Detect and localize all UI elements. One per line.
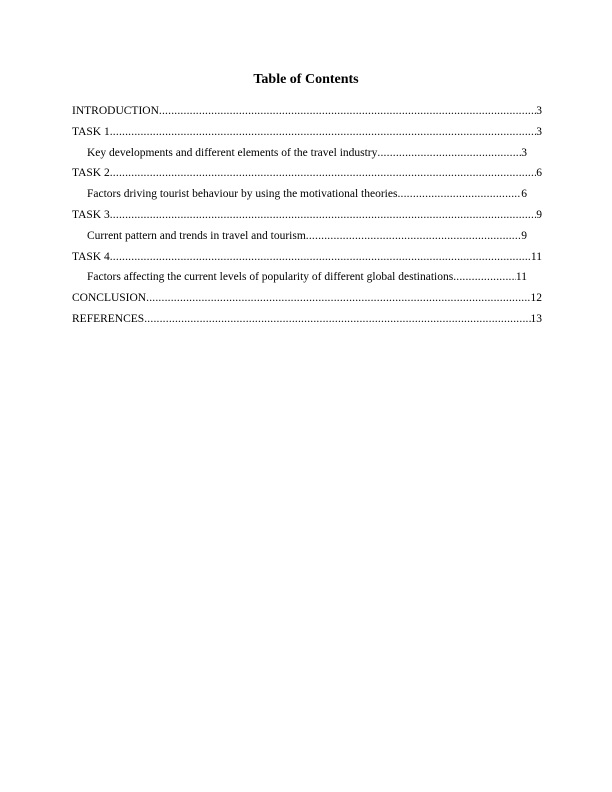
- toc-entry-page: 13: [530, 312, 542, 325]
- toc-entry-label: INTRODUCTION: [72, 105, 159, 117]
- toc-dot-leader: [159, 101, 536, 122]
- toc-entry-introduction[interactable]: [72, 101, 542, 122]
- toc-entry-page: 11: [530, 250, 542, 263]
- toc-entry-page: 3: [536, 125, 542, 138]
- toc-dot-leader: [110, 247, 531, 268]
- toc-entry-key-developments[interactable]: [87, 143, 527, 164]
- toc-entry-label: Factors affecting the current levels of popularity of different global destinations: [87, 271, 454, 284]
- toc-entry-page: 11: [515, 271, 527, 284]
- toc-entry-page: 6: [521, 188, 527, 201]
- toc-dot-leader: [397, 184, 521, 205]
- toc-entry-page: 9: [536, 208, 542, 221]
- toc-entry-label: Current pattern and trends in travel and tourism: [87, 229, 306, 242]
- toc-entry-task-2[interactable]: [72, 163, 542, 184]
- toc-entry-page: 9: [521, 229, 527, 242]
- toc-entry-factors-popularity[interactable]: [87, 267, 527, 288]
- toc-entry-label: Key developments and different elements of the travel industry: [87, 146, 378, 159]
- toc-dot-leader: [144, 309, 530, 330]
- toc-list: [72, 101, 542, 330]
- toc-dot-leader: [110, 163, 537, 184]
- toc-entry-factors-tourist-behaviour[interactable]: [87, 184, 527, 205]
- toc-entry-page: 3: [536, 105, 542, 117]
- toc-entry-page: 6: [536, 167, 542, 180]
- toc-entry-conclusion[interactable]: [72, 288, 542, 309]
- toc-entry-page: 3: [521, 146, 527, 159]
- toc-dot-leader: [306, 226, 521, 247]
- toc-entry-label: CONCLUSION: [72, 292, 147, 305]
- toc-entry-label: REFERENCES: [72, 312, 145, 325]
- toc-entry-label: TASK 1: [72, 125, 110, 138]
- toc-entry-label: Factors driving tourist behaviour by using the motivational theories: [87, 188, 398, 201]
- toc-entry-task-4[interactable]: [72, 247, 542, 268]
- toc-dot-leader: [377, 143, 521, 164]
- toc-entry-task-1[interactable]: [72, 122, 542, 143]
- toc-dot-leader: [110, 205, 537, 226]
- toc-entry-current-pattern[interactable]: [87, 226, 527, 247]
- toc-entry-page: 12: [530, 292, 542, 305]
- toc-entry-label: TASK 3: [72, 208, 110, 221]
- toc-dot-leader: [146, 288, 530, 309]
- toc-entry-references[interactable]: [72, 309, 542, 330]
- toc-dot-leader: [453, 267, 516, 288]
- toc-entry-label: TASK 2: [72, 167, 110, 180]
- toc-entry-task-3[interactable]: [72, 205, 542, 226]
- toc-dot-leader: [110, 122, 537, 143]
- toc-entry-label: TASK 4: [72, 250, 110, 263]
- toc-title: Table of Contents: [253, 72, 359, 87]
